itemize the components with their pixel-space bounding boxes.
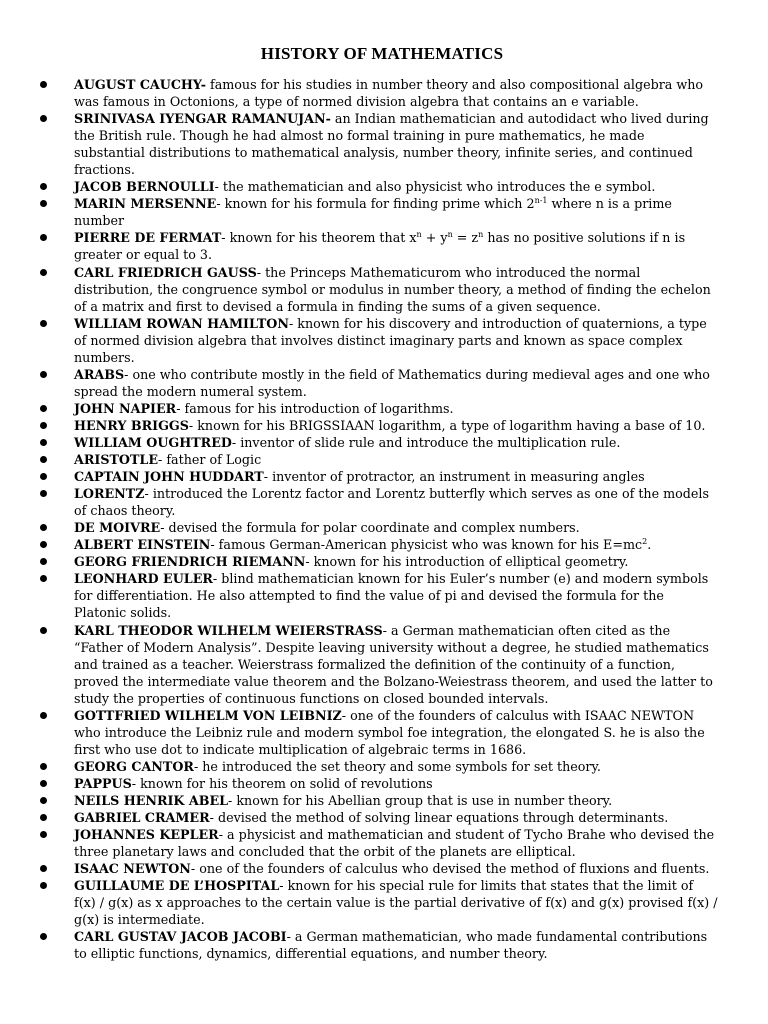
entry-name: LEONHARD EULER <box>74 571 213 587</box>
entry-superscript: 2 <box>642 537 648 547</box>
entry-list <box>40 76 718 962</box>
entry-description: - introduced the Lorentz factor and Lorentz butterfly which serves as one of the models of chaos theory. <box>74 486 710 519</box>
list-item <box>40 570 718 621</box>
entry-name: PAPPUS <box>74 775 132 791</box>
list-item <box>40 485 718 519</box>
entry-description: - devised the formula for polar coordinate and complex numbers. <box>160 520 580 536</box>
entry-name: DE MOIVRE <box>74 520 161 536</box>
entry-description: famous for his studies in number theory and also compositional algebra who was famous in Octonions, a type of normed division algebra that contains an e variable. <box>74 77 704 110</box>
list-item <box>40 928 718 962</box>
list-item <box>40 400 718 417</box>
entry-description: - he introduced the set theory and some symbols for set theory. <box>193 758 601 774</box>
entry-description: - known for his theorem on solid of revolutions <box>131 775 433 791</box>
bullet-icon <box>40 183 47 190</box>
entry-description: . <box>647 537 652 553</box>
list-item <box>40 622 718 707</box>
bullet-icon <box>40 81 47 88</box>
entry-description: = z <box>452 230 479 246</box>
bullet-icon <box>40 422 47 429</box>
entry-superscript: n <box>416 230 422 240</box>
bullet-icon <box>40 780 47 787</box>
entry-description: - one of the founders of calculus who devised the method of fluxions and fluents. <box>190 861 710 877</box>
entry-name: WILLIAM OUGHTRED <box>74 434 232 450</box>
entry-description: - a German mathematician often cited as the “Father of Modern Analysis”. Despite leaving university without a degree, he studied mathematics and trained as a teacher. Weierstrass formalized the definition of the continuity of a function, proved the intermediate value theorem and the Bolzano-Weiestrass theorem, and used the latter to study the properties of continuous functions on closed bounded intervals. <box>74 622 713 706</box>
bullet-icon <box>40 234 47 241</box>
entry-name: GOTTFRIED WILHELM VON LEIBNIZ <box>74 707 342 723</box>
entry-description: - known for his Abellian group that is use in number theory. <box>228 792 613 808</box>
entry-description: - blind mathematician known for his Euler’s number (e) and modern symbols for differentiation. He also attempted to find the value of pi and devised the formula for the Platonic solids. <box>74 571 709 621</box>
list-item <box>40 315 718 366</box>
entry-name: ISAAC NEWTON <box>74 861 191 877</box>
entry-description: - inventor of protractor, an instrument in measuring angles <box>263 469 645 485</box>
entry-name: PIERRE DE FERMAT <box>74 230 222 246</box>
page-title: HISTORY OF MATHEMATICS <box>260 44 504 63</box>
bullet-icon <box>40 490 47 497</box>
list-item <box>40 877 718 928</box>
entry-name: CAPTAIN JOHN HUDDART <box>74 469 264 485</box>
entry-name: LORENTZ <box>74 486 145 502</box>
bullet-icon <box>40 763 47 770</box>
entry-description: where n is a prime number <box>74 196 672 229</box>
entry-description: - known for his special rule for limits that states that the limit of f(x) / g(x) as x approaches to the certain value is the partial derivative of f(x) and g(x) provised f(x) / g(x) is intermediate. <box>74 878 718 928</box>
entry-name: JACOB BERNOULLI <box>74 179 215 195</box>
bullet-icon <box>40 558 47 565</box>
list-item <box>40 707 718 758</box>
entry-description: - the mathematician and also physicist who introduces the e symbol. <box>214 179 656 195</box>
entry-superscript: n <box>478 230 484 240</box>
bullet-icon <box>40 814 47 821</box>
bullet-icon <box>40 831 47 838</box>
entry-name: MARIN MERSENNE <box>74 196 217 212</box>
entry-name: GABRIEL CRAMER <box>74 810 210 826</box>
entry-description: - known for his discovery and introduction of quaternions, a type of normed division algebra that involves distinct imaginary parts and known as space complex numbers. <box>74 315 707 365</box>
bullet-icon <box>40 712 47 719</box>
entry-description: an Indian mathematician and autodidact who lived during the British rule. Though he had almost no formal training in pure mathematics, he made substantial distributions to mathematical analysis, number theory, infinite series, and continued fractions. <box>74 111 709 178</box>
bullet-icon <box>40 439 47 446</box>
bullet-icon <box>40 269 47 276</box>
list-item <box>40 809 718 826</box>
entry-superscript: n-1 <box>534 196 548 206</box>
bullet-icon <box>40 371 47 378</box>
entry-description: - known for his introduction of elliptical geometry. <box>305 554 629 570</box>
list-item <box>40 195 718 229</box>
entry-description: - famous for his introduction of logarithms. <box>176 400 454 416</box>
list-item <box>40 553 718 570</box>
list-item <box>40 826 718 860</box>
bullet-icon <box>40 115 47 122</box>
list-item <box>40 264 718 315</box>
bullet-icon <box>40 865 47 872</box>
entry-description: + y <box>421 230 448 246</box>
bullet-icon <box>40 882 47 889</box>
list-item <box>40 468 718 485</box>
entry-name: GEORG FRIENDRICH RIEMANN <box>74 554 306 570</box>
list-item <box>40 178 718 195</box>
entry-name: GEORG CANTOR <box>74 758 194 774</box>
entry-description: - one who contribute mostly in the field of Mathematics during medieval ages and one who spread the modern numeral system. <box>74 366 710 399</box>
entry-description: has no positive solutions if n is greater or equal to 3. <box>74 230 686 263</box>
entry-name: AUGUST CAUCHY- <box>74 77 206 92</box>
entry-name: KARL THEODOR WILHELM WEIERSTRASS <box>74 622 383 638</box>
list-item <box>40 519 718 536</box>
bullet-icon <box>40 541 47 548</box>
entry-description: - known for his formula for finding prime which 2 <box>216 196 535 212</box>
bullet-icon <box>40 627 47 634</box>
entry-name: ARABS <box>74 366 125 382</box>
entry-name: WILLIAM ROWAN HAMILTON <box>74 315 289 331</box>
bullet-icon <box>40 797 47 804</box>
list-item <box>40 417 718 434</box>
bullet-icon <box>40 473 47 480</box>
list-item <box>40 758 718 775</box>
bullet-icon <box>40 933 47 940</box>
entry-name: ALBERT EINSTEIN <box>74 537 211 553</box>
list-item <box>40 451 718 468</box>
entry-description: - a physicist and mathematician and student of Tycho Brahe who devised the three planetary laws and concluded that the orbit of the planets are elliptical. <box>74 827 715 860</box>
bullet-icon <box>40 524 47 531</box>
list-item <box>40 536 718 553</box>
entry-description: - one of the founders of calculus with ISAAC NEWTON who introduce the Leibniz rule and modern symbol foe integration, the elongated S. he is also the first who use dot to indicate multiplication of algebraic terms in 1686. <box>74 707 705 757</box>
entry-description: - known for his BRIGSSIAAN logarithm, a type of logarithm having a base of 10. <box>188 417 706 433</box>
entry-name: SRINIVASA IYENGAR RAMANUJAN- <box>74 111 331 127</box>
list-item <box>40 775 718 792</box>
entry-description: - father of Logic <box>158 452 262 468</box>
list-item <box>40 434 718 451</box>
entry-name: NEILS HENRIK ABEL <box>74 792 229 808</box>
entry-description: - inventor of slide rule and introduce the multiplication rule. <box>231 434 621 450</box>
entry-name: JOHANNES KEPLER <box>74 827 219 843</box>
bullet-icon <box>40 456 47 463</box>
entry-description: - a German mathematician, who made fundamental contributions to elliptic functions, dynamics, differential equations, and number theory. <box>74 929 708 962</box>
entry-name: HENRY BRIGGS <box>74 417 189 433</box>
entry-name: JOHN NAPIER <box>74 400 177 416</box>
entry-name: CARL FRIEDRICH GAUSS <box>74 264 257 280</box>
list-item <box>40 366 718 400</box>
list-item <box>40 76 718 110</box>
entry-name: ARISTOTLE <box>74 452 159 468</box>
entry-name: GUILLAUME DE L’HOSPITAL <box>74 878 280 894</box>
bullet-icon <box>40 200 47 207</box>
bullet-icon <box>40 320 47 327</box>
entry-name: CARL GUSTAV JACOB JACOBI <box>74 929 287 945</box>
list-item <box>40 110 718 178</box>
entry-superscript: n <box>447 230 453 240</box>
entry-description: - devised the method of solving linear equations through determinants. <box>209 810 669 826</box>
bullet-icon <box>40 575 47 582</box>
list-item <box>40 229 718 263</box>
entry-description: - the Princeps Mathematicurom who introduced the normal distribution, the congruence symbol or modulus in number theory, a method of finding the echelon of a matrix and first to devised a formula in finding the sums of a given sequence. <box>74 264 711 314</box>
list-item <box>40 792 718 809</box>
entry-description: - famous German-American physicist who was known for his E=mc <box>210 537 643 553</box>
entry-description: - known for his theorem that x <box>221 230 417 246</box>
bullet-icon <box>40 405 47 412</box>
list-item <box>40 860 718 877</box>
